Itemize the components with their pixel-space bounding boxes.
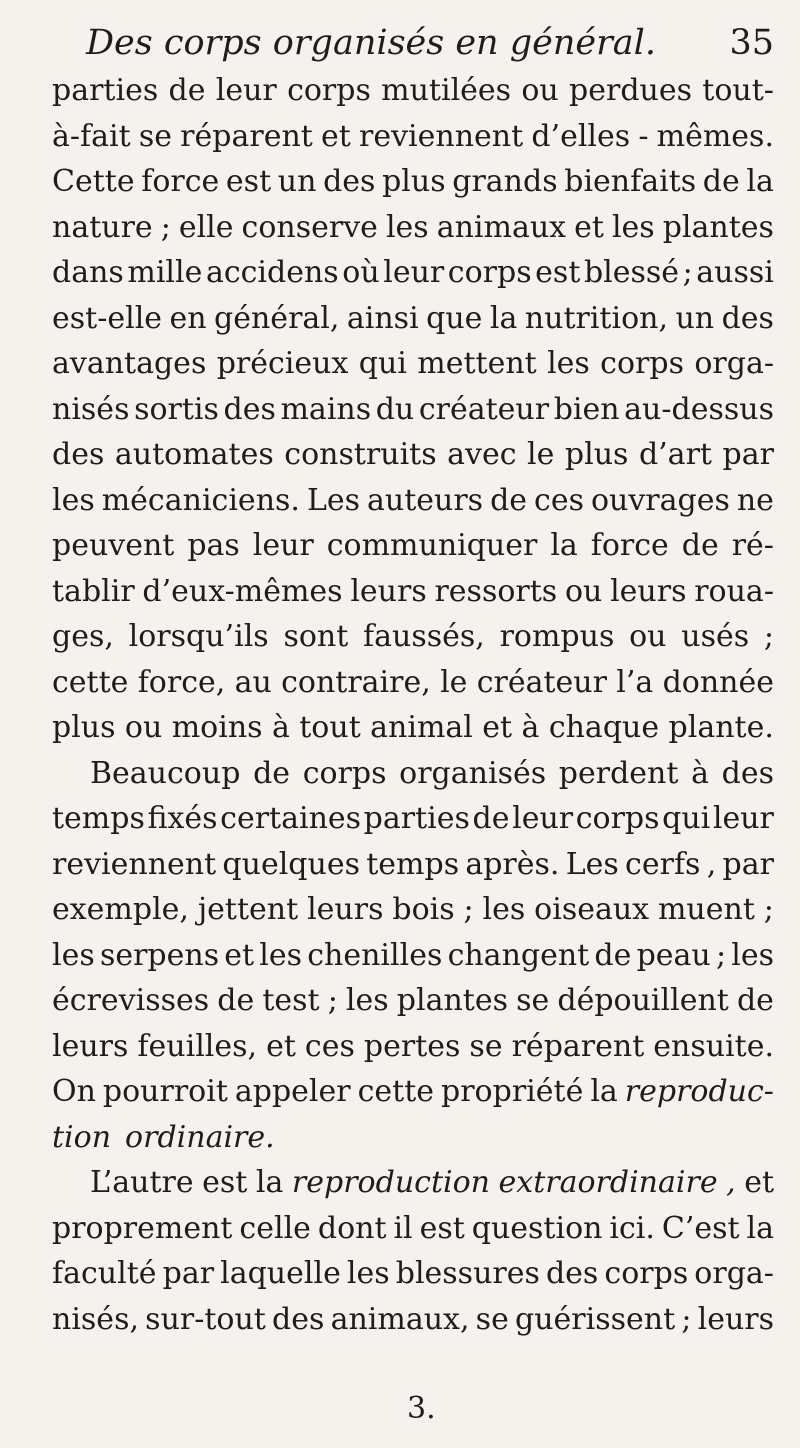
word: il [393, 1210, 413, 1246]
word: corps [287, 73, 371, 108]
word: ; [160, 209, 171, 245]
text-line [52, 1297, 774, 1343]
word: construits [284, 437, 437, 472]
word: Beaucoup [90, 755, 241, 791]
word: nisés [52, 391, 130, 427]
word: ces [304, 1028, 355, 1064]
word: pourroit [102, 1074, 228, 1109]
word: propriété [441, 1074, 584, 1109]
text-line [52, 614, 774, 660]
text-line [52, 569, 774, 615]
word: et [744, 1165, 774, 1200]
word: leurs [350, 573, 427, 609]
text-line [52, 751, 774, 797]
word: plus [564, 437, 629, 472]
word: automates [114, 437, 274, 472]
text-line [52, 933, 774, 979]
page-number: 35 [729, 23, 774, 63]
word: fixés [147, 801, 218, 836]
word: jettent [197, 892, 299, 927]
word: par [722, 437, 774, 472]
word: les [547, 346, 590, 381]
word: feuilles, [137, 1028, 258, 1064]
word: ré- [731, 528, 774, 563]
word: la [746, 1210, 774, 1246]
word: C’est [661, 1210, 740, 1246]
text-line [52, 1160, 774, 1206]
word: chaque [548, 710, 660, 745]
running-head-title: Des corps organisés en général. [86, 23, 656, 63]
word: de [253, 755, 291, 791]
word: proprement [52, 1210, 233, 1246]
word: plus [52, 710, 116, 745]
word: mêmes. [656, 118, 774, 154]
word: muent [657, 892, 755, 927]
word: un [277, 164, 317, 199]
word: usés [681, 619, 750, 654]
text-line [52, 114, 774, 160]
word: ensuite. [653, 1028, 774, 1064]
word: plantes [662, 209, 774, 245]
word: la [489, 300, 518, 336]
word: qui [358, 346, 407, 381]
word: quelques [222, 846, 360, 882]
word: extraordinaire [498, 1165, 718, 1200]
word: et [224, 937, 255, 973]
word: tout- [702, 73, 774, 108]
word: avec [447, 437, 517, 472]
word: peau [636, 937, 711, 973]
word: mettent [417, 346, 537, 381]
word: bois [392, 892, 455, 927]
word: bien [553, 391, 620, 427]
word: au-dessus [624, 391, 774, 427]
word: plantes [396, 983, 508, 1018]
word: pertes [363, 1028, 461, 1064]
word: à [271, 710, 290, 745]
word: créateur [476, 664, 607, 700]
word: mains [280, 391, 372, 427]
word: à [521, 710, 540, 745]
text-line [52, 660, 774, 706]
word: , [706, 846, 717, 882]
word: perdues [569, 73, 693, 108]
word: animal [370, 710, 473, 745]
word: faussés, [363, 619, 485, 654]
word: elle [178, 209, 234, 245]
word: en [169, 300, 207, 336]
word: écrevisses [52, 983, 210, 1018]
word: se [138, 118, 172, 154]
word: se [516, 983, 550, 1018]
word: ou [564, 573, 603, 609]
word: et [574, 209, 604, 245]
word: L’autre [90, 1165, 194, 1200]
word: reproduction [291, 1165, 490, 1200]
word: corps [604, 1256, 689, 1291]
word: accidens [205, 255, 339, 290]
word: nature [52, 209, 153, 245]
word: roua- [694, 573, 774, 609]
word: est [225, 164, 272, 199]
word: général, [214, 300, 340, 336]
word: ; [682, 255, 693, 290]
word: celle [239, 1210, 311, 1246]
word: de [736, 983, 774, 1018]
word: le [440, 664, 468, 700]
text-line [52, 1206, 774, 1252]
text-line [52, 341, 774, 387]
word: à [691, 755, 709, 791]
word: de [490, 482, 528, 518]
word: blessures [395, 1256, 540, 1291]
word: certaines [220, 801, 362, 836]
word: reviennent [358, 118, 524, 154]
word: ; [763, 892, 774, 927]
word: parties [363, 801, 470, 836]
text-line [52, 68, 774, 114]
text-line [52, 796, 774, 842]
text-line [52, 978, 774, 1024]
word: force [141, 164, 220, 199]
word: Les [306, 482, 361, 518]
word: corps [575, 801, 660, 836]
word: de [681, 528, 719, 563]
word: temps [52, 801, 145, 836]
word: des [721, 755, 774, 791]
word: avantages [52, 346, 207, 381]
word: nisés, [52, 1301, 139, 1337]
word: plus [382, 164, 446, 199]
word: au [234, 664, 272, 700]
word: précieux [216, 346, 349, 381]
word: test [262, 983, 320, 1018]
word: temps [366, 846, 460, 882]
word: et [482, 710, 513, 745]
word: réparent [180, 118, 313, 154]
word: la [550, 528, 578, 563]
word: de [594, 937, 632, 973]
word: d’eux-mêmes [142, 573, 343, 609]
word: ou [629, 619, 667, 654]
word: des [223, 391, 276, 427]
word: de [168, 73, 206, 108]
word: moins [171, 710, 263, 745]
text-line [52, 387, 774, 433]
word: force [590, 528, 669, 563]
word: les [52, 482, 95, 518]
word: ; [681, 1301, 692, 1337]
word: Les [565, 846, 619, 882]
word: On [52, 1074, 96, 1109]
word: orga- [694, 1256, 774, 1291]
word: communiquer [326, 528, 538, 563]
word: organisés [399, 755, 547, 791]
word: se [469, 1028, 503, 1064]
text-line [52, 1069, 774, 1115]
word: les [52, 937, 95, 973]
word: cette [357, 1074, 435, 1109]
word: leur [215, 73, 277, 108]
word: des [721, 300, 774, 336]
word: ; [763, 619, 774, 654]
word: plante. [668, 710, 774, 745]
word: ordinaire. [125, 1119, 275, 1155]
word: cette [52, 664, 129, 700]
word: corps [600, 346, 684, 381]
word: mille [127, 255, 203, 290]
word: orga- [694, 346, 774, 381]
text-line [52, 432, 774, 478]
word: cerfs [625, 846, 701, 882]
word: les [482, 892, 526, 927]
word: contraire, [281, 664, 431, 700]
word: des [52, 437, 105, 472]
word: par [722, 846, 774, 882]
word: la [746, 164, 774, 199]
word: les [345, 983, 389, 1018]
text-line [52, 705, 774, 751]
word: mécaniciens. [101, 482, 300, 518]
word: réparent [511, 1028, 645, 1064]
text-line [52, 887, 774, 933]
word: Cette [52, 164, 135, 199]
word: reproduc- [624, 1074, 774, 1109]
word: ; [463, 892, 474, 927]
word: exemple, [52, 892, 189, 927]
word: dépouillent [557, 983, 729, 1018]
word: de [702, 164, 740, 199]
word: et [266, 1028, 296, 1064]
word: ici. [609, 1210, 655, 1246]
word: est [535, 255, 581, 290]
word: leurs [307, 892, 384, 927]
word: ou [124, 710, 163, 745]
word: d’elles [531, 118, 631, 154]
word: appeler [234, 1074, 351, 1109]
word: les [259, 937, 303, 973]
word: où [342, 255, 380, 290]
word: ouvrages [590, 482, 730, 518]
word: conserve [241, 209, 378, 245]
word: ressorts [434, 573, 558, 609]
word: les [346, 1256, 390, 1291]
word: perdent [558, 755, 679, 791]
word: se [475, 1301, 509, 1337]
word: la [590, 1074, 618, 1109]
body-text [52, 68, 774, 1342]
word: les [385, 209, 429, 245]
word: après. [465, 846, 560, 882]
text-line [52, 1251, 774, 1297]
word: par [162, 1256, 215, 1291]
word: bienfaits [564, 164, 697, 199]
word: grands [452, 164, 558, 199]
word: de [217, 983, 255, 1018]
word: leurs [697, 1301, 774, 1337]
word: nutrition, [524, 300, 668, 336]
word: donnée [662, 664, 774, 700]
text-line [52, 1024, 774, 1070]
word: tion [52, 1119, 112, 1155]
word: des [545, 1256, 599, 1291]
word: leur [383, 255, 445, 290]
word: les [611, 209, 655, 245]
word: sont [283, 619, 349, 654]
word: ces [534, 482, 584, 518]
word: serpens [99, 937, 220, 973]
text-line [52, 205, 774, 251]
word: peuvent [52, 528, 175, 563]
word: que [426, 300, 483, 336]
word: ou [521, 73, 559, 108]
word: blessé [583, 255, 680, 290]
word: les [731, 937, 774, 973]
word: qui [662, 801, 711, 836]
text-line [52, 842, 774, 888]
word: du [375, 391, 415, 427]
text-line [52, 296, 774, 342]
word: ainsi [346, 300, 419, 336]
word: oiseaux [534, 892, 650, 927]
word: sortis [134, 391, 219, 427]
text-line [52, 159, 774, 205]
word: question [471, 1210, 603, 1246]
word: animaux, [330, 1301, 470, 1337]
word: pas [187, 528, 240, 563]
word: d’art [638, 437, 712, 472]
running-head [86, 18, 774, 68]
word: l’a [616, 664, 654, 700]
text-line [52, 1115, 774, 1161]
word: et [321, 118, 351, 154]
word: rompus [499, 619, 615, 654]
word: de [472, 801, 510, 836]
word: guérissent [515, 1301, 676, 1337]
word: tablir [52, 573, 135, 609]
word: auteurs [367, 482, 484, 518]
word: changent [447, 937, 590, 973]
word: laquelle [220, 1256, 341, 1291]
word: leur [712, 801, 774, 836]
word: parties [52, 73, 159, 108]
word: ; [715, 937, 727, 973]
word: ges, [52, 619, 114, 654]
text-line [52, 523, 774, 569]
word: ne [736, 482, 774, 518]
word: un [675, 300, 715, 336]
word: lorsqu’ils [128, 619, 269, 654]
word: aussi [696, 255, 774, 290]
word: mutilées [381, 73, 512, 108]
word: corps [447, 255, 532, 290]
word: leur [512, 801, 574, 836]
word: est-elle [52, 300, 163, 336]
word: ; [327, 983, 338, 1018]
word: leur [252, 528, 314, 563]
word: sur-tout [145, 1301, 266, 1337]
word: leurs [52, 1028, 129, 1064]
word: faculté [52, 1256, 157, 1291]
word: est [202, 1165, 248, 1200]
word: tout [299, 710, 361, 745]
word: est [419, 1210, 465, 1246]
word: corps [302, 755, 387, 791]
word: animaux [436, 209, 567, 245]
word: le [527, 437, 555, 472]
word: à-fait [52, 118, 131, 154]
word: , [726, 1165, 736, 1200]
word: reviennent [52, 846, 217, 882]
word: des [272, 1301, 325, 1337]
text-line [52, 250, 774, 296]
word: la [255, 1165, 284, 1200]
signature-mark: 3. [407, 1391, 436, 1426]
text-line [52, 478, 774, 524]
word: chenilles [307, 937, 443, 973]
word: dont [317, 1210, 387, 1246]
word: dans [52, 255, 124, 290]
word: des [323, 164, 376, 199]
word: créateur [418, 391, 550, 427]
word: - [638, 118, 649, 154]
word: force, [137, 664, 226, 700]
word: leurs [610, 573, 687, 609]
